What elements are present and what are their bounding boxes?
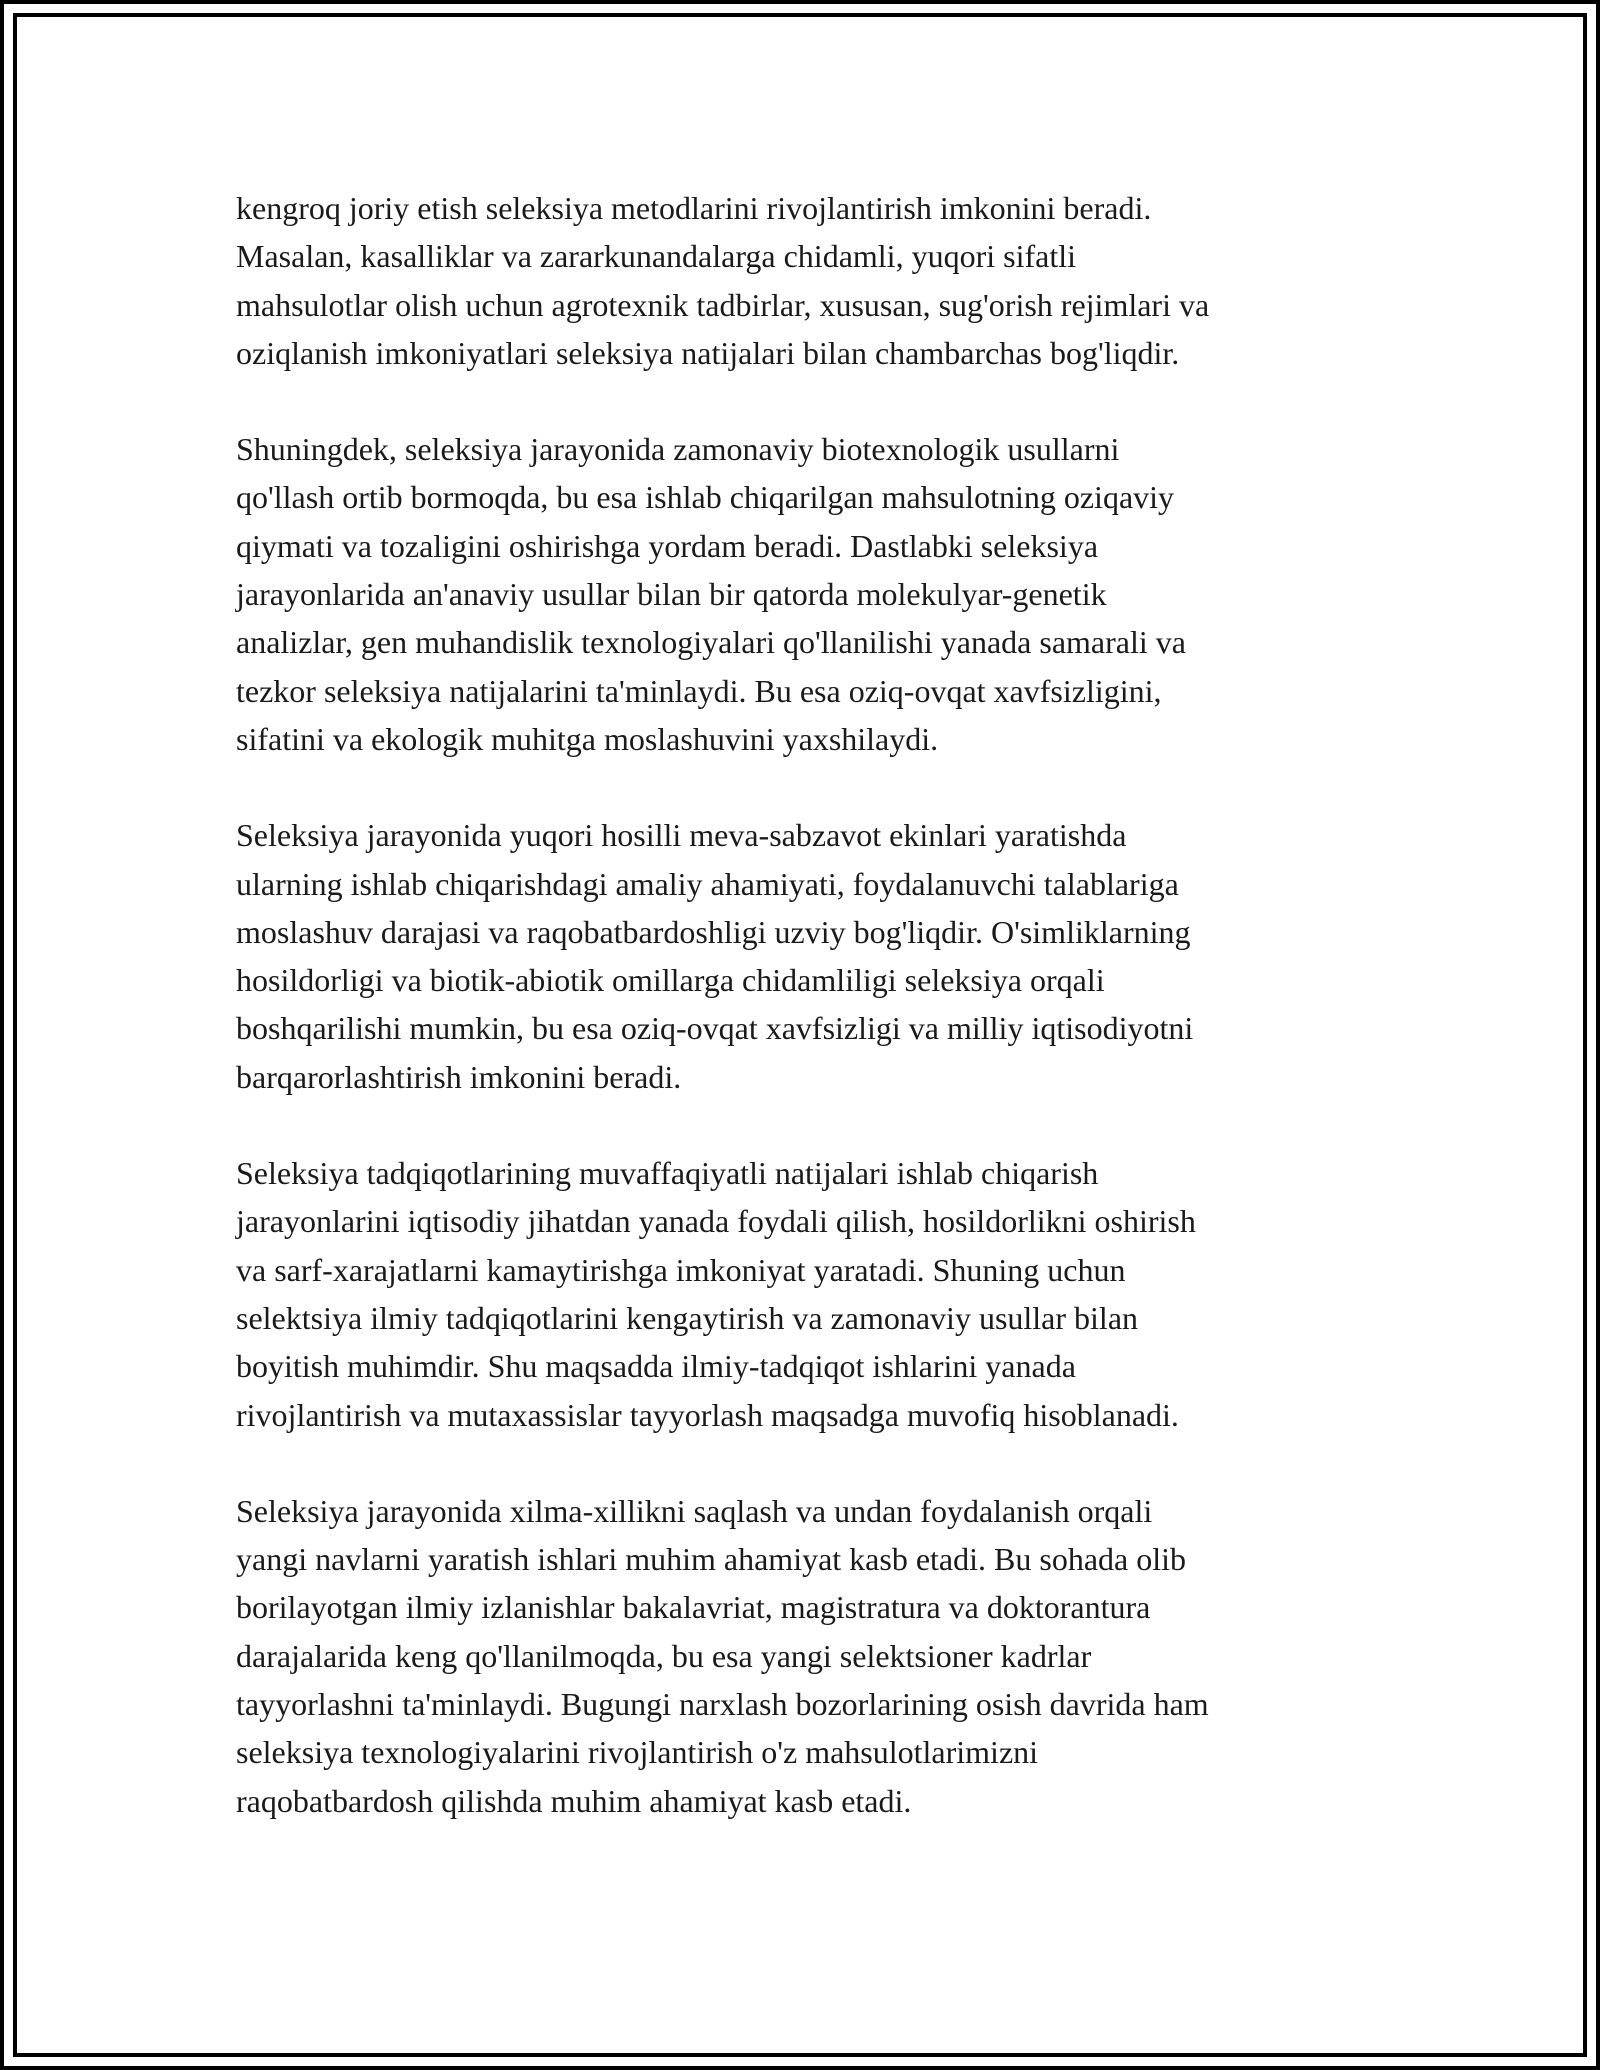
paragraph-4	[236, 1149, 1376, 1439]
paragraph-1	[236, 184, 1376, 377]
text-line: kengroq joriy etish seleksiya metodlarini rivojlantirish imkonini beradi.	[236, 190, 1152, 226]
text-line: Seleksiya jarayonida yuqori hosilli meva-sabzavot ekinlari yaratishda	[236, 817, 1127, 854]
text-line: yangi navlarni yaratish ishlari muhim ahamiyat kasb etadi. Bu sohada olib	[236, 1541, 1186, 1578]
text-line: moslashuv darajasi va raqobatbardoshligi uzviy bog'liqdir. O'simliklarning	[236, 913, 1191, 950]
text-line: jarayonlarini iqtisodiy jihatdan yanada foydali qilish, hosildorlikni oshirish	[236, 1203, 1196, 1240]
text-line: Seleksiya jarayonida xilma-xillikni saqlash va undan foydalanish orqali	[236, 1492, 1153, 1529]
text-line: raqobatbardosh qilishda muhim ahamiyat kasb etadi.	[236, 1782, 912, 1819]
paragraph-5	[236, 1487, 1376, 1825]
text-line: Shuningdek, seleksiya jarayonida zamonaviy biotexnologik usullarni	[236, 431, 1120, 468]
text-line: ularning ishlab chiqarishdagi amaliy ahamiyati, foydalanuvchi talablariga	[236, 865, 1179, 902]
document-body	[236, 184, 1376, 1873]
text-line: tayyorlashni ta'minlaydi. Bugungi narxlash bozorlarining osish davrida ham	[236, 1686, 1209, 1723]
text-line: seleksiya texnologiyalarini rivojlantirish o'z mahsulotlarimizni	[236, 1734, 1039, 1771]
text-line: borilayotgan ilmiy izlanishlar bakalavriat, magistratura va doktorantura	[236, 1589, 1151, 1626]
text-line: Masalan, kasalliklar va zararkunandalarga chidamli, yuqori sifatli	[236, 238, 1076, 275]
text-line: selektsiya ilmiy tadqiqotlarini kengaytirish va zamonaviy usullar bilan	[236, 1299, 1139, 1336]
text-line: analizlar, gen muhandislik texnologiyalari qo'llanilishi yanada samarali va	[236, 624, 1186, 661]
text-line: oziqlanish imkoniyatlari seleksiya natijalari bilan chambarchas bog'liqdir.	[236, 334, 1180, 371]
text-line: mahsulotlar olish uchun agrotexnik tadbirlar, xususan, sug'orish rejimlari va	[236, 286, 1210, 323]
text-line: tezkor seleksiya natijalarini ta'minlaydi. Bu esa oziq-ovqat xavfsizligini,	[236, 672, 1162, 709]
text-line: boyitish muhimdir. Shu maqsadda ilmiy-tadqiqot ishlarini yanada	[236, 1348, 1076, 1385]
text-line: hosildorligi va biotik-abiotik omillarga chidamliligi seleksiya orqali	[236, 962, 1105, 999]
paragraph-2	[236, 425, 1376, 763]
text-line: darajalarida keng qo'llanilmoqda, bu esa yangi selektsioner kadrlar	[236, 1637, 1092, 1674]
paragraph-3	[236, 811, 1376, 1101]
text-line: jarayonlarida an'anaviy usullar bilan bir qatorda molekulyar-genetik	[236, 576, 1107, 613]
text-line: sifatini va ekologik muhitga moslashuvini yaxshilaydi.	[236, 720, 939, 757]
text-line: Seleksiya tadqiqotlarining muvaffaqiyatli natijalari ishlab chiqarish	[236, 1155, 1099, 1192]
text-line: qo'llash ortib bormoqda, bu esa ishlab chiqarilgan mahsulotning oziqaviy	[236, 479, 1175, 516]
text-line: boshqarilishi mumkin, bu esa oziq-ovqat xavfsizligi va milliy iqtisodiyotni	[236, 1010, 1194, 1047]
text-line: rivojlantirish va mutaxassislar tayyorlash maqsadga muvofiq hisoblanadi.	[236, 1396, 1179, 1433]
text-line: va sarf-xarajatlarni kamaytirishga imkoniyat yaratadi. Shuning uchun	[236, 1251, 1126, 1288]
text-line: barqarorlashtirish imkonini beradi.	[236, 1058, 682, 1095]
text-line: qiymati va tozaligini oshirishga yordam beradi. Dastlabki seleksiya	[236, 527, 1099, 564]
